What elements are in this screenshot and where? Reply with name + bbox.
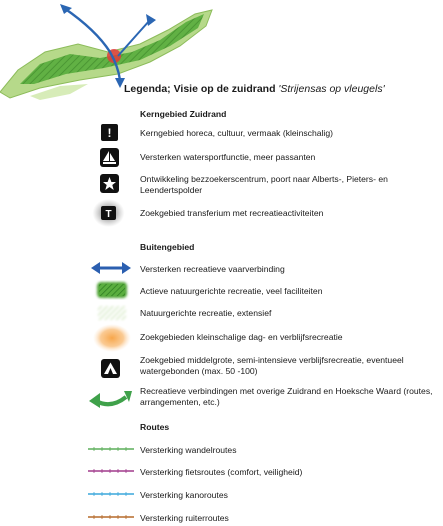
bike-route-line <box>86 466 136 476</box>
curved-arrow-green-icon <box>88 383 134 409</box>
legend-item-label: Natuurgerichte recreatie, extensief <box>140 308 272 318</box>
horse-route-line <box>86 512 136 522</box>
star-icon <box>100 174 119 193</box>
canoe-route-line <box>86 489 136 499</box>
legend-item-label: Versterken watersportfunctie, meer passanten <box>140 152 316 162</box>
legend-item-label: Versterking kanoroutes <box>140 490 228 500</box>
legend-item-label: Versterking wandelroutes <box>140 445 237 455</box>
legend-item-label: Versterken recreatieve vaarverbinding <box>140 264 285 274</box>
legend-item-label: Ontwikkeling bezzoekerscentrum, poort naar Alberts-, Pieters- en Leendertspolder <box>140 174 388 195</box>
transferium-icon <box>92 198 125 228</box>
legend-item-label: Versterking ruiterroutes <box>140 513 229 523</box>
section-buitengebied: Buitengebied <box>140 242 195 252</box>
walk-route-line <box>86 444 136 454</box>
hatch-dark-green-icon <box>94 279 130 301</box>
legend-item-label: Actieve natuurgerichte recreatie, veel faciliteiten <box>140 286 323 296</box>
transferium-glyph: T <box>105 209 112 220</box>
sailboat-icon <box>100 148 119 167</box>
legend-item-label: Recreatieve verbindingen met overige Zuidrand en Hoeksche Waard (routes, arrangementen, etc.) <box>140 386 433 407</box>
legend-item-label: Kerngebied horeca, cultuur, vermaak (kleinschalig) <box>140 128 333 138</box>
legend-title-text: Legenda; Visie op de zuidrand <box>124 83 276 95</box>
orange-blob-icon <box>92 323 132 353</box>
double-arrow-blue-icon <box>90 261 132 275</box>
exclamation-icon: ! <box>101 124 118 141</box>
legend-item-label: Zoekgebieden kleinschalige dag- en verblijfsrecreatie <box>140 332 343 342</box>
camping-icon <box>101 359 120 378</box>
section-kerngebied: Kerngebied Zuidrand <box>140 109 227 119</box>
hatch-light-green-icon <box>94 302 130 324</box>
legend-item-label: Zoekgebied middelgrote, semi-intensieve verblijfsrecreatie, eventueel watergebonden (max. 50 -100) <box>140 355 404 376</box>
legend-title <box>124 83 385 95</box>
map-excerpt <box>0 0 240 115</box>
legend-subtitle: 'Strijensas op vleugels' <box>278 83 385 95</box>
legend-item-label: Zoekgebied transferium met recreatieactiviteiten <box>140 208 324 218</box>
section-routes: Routes <box>140 422 170 432</box>
legend-item-label: Versterking fietsroutes (comfort, veiligheid) <box>140 467 303 477</box>
